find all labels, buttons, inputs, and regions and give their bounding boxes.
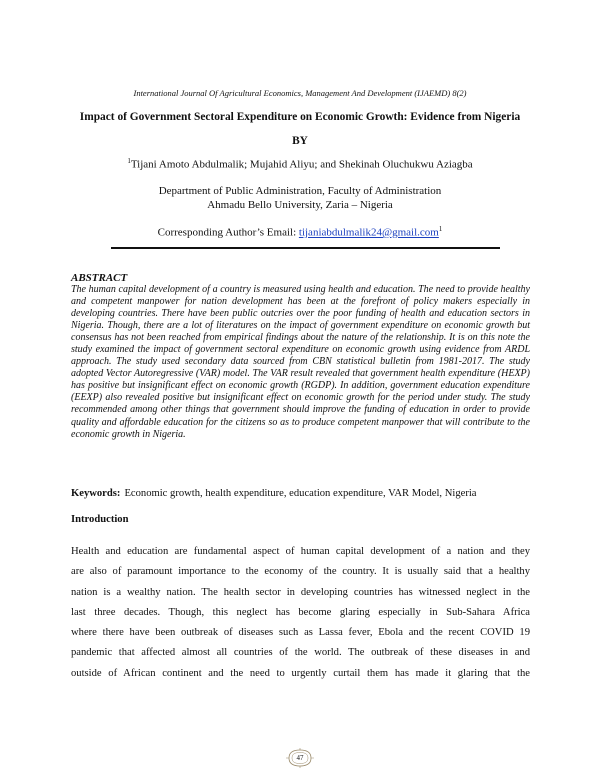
abstract-heading: ABSTRACT xyxy=(71,272,128,284)
keywords-label: Keywords: xyxy=(71,488,121,499)
by-line: BY xyxy=(292,135,308,147)
email-superscript: 1 xyxy=(438,225,443,233)
author-names: Tijani Amoto Abdulmalik; Mujahid Aliyu; and Shekinah Oluchukwu Aziagba xyxy=(130,158,473,171)
email-label: Corresponding Author’s Email: xyxy=(157,226,299,239)
author-list xyxy=(0,157,600,171)
introduction-text xyxy=(71,542,530,684)
affiliation-department: Department of Public Administration, Faculty of Administration xyxy=(158,185,442,197)
page-number: 47 xyxy=(296,754,304,762)
header-divider xyxy=(111,247,500,249)
affiliation-university: Ahmadu Bello University, Zaria – Nigeria xyxy=(207,199,393,211)
author-superscript: 1 xyxy=(127,157,131,165)
keywords xyxy=(71,488,477,499)
introduction-line: nation is a wealthy nation. The health sector in developing countries has witnessed neglect in the xyxy=(71,586,530,598)
introduction-line: pandemic that affected almost all countries of the world. The outbreak of these diseases in and xyxy=(71,647,530,659)
corresponding-author xyxy=(0,225,600,239)
introduction-heading: Introduction xyxy=(71,514,129,525)
affiliation xyxy=(0,184,600,212)
introduction-line: are also of paramount importance to the economy of the country. It is usually said that a healthy xyxy=(71,566,530,578)
introduction-line: where there have been outbreak of diseases such as Lassa fever, Ebola and the recent COVID 19 xyxy=(71,627,530,639)
paper-title: Impact of Government Sectoral Expenditure on Economic Growth: Evidence from Nigeria xyxy=(79,111,521,123)
email-link[interactable]: tijaniabdulmalik24@gmail.com xyxy=(298,226,439,239)
introduction-line: outside of African continent and the need to urgently curtail them has made it glaring that the xyxy=(71,667,530,679)
journal-header: International Journal Of Agricultural Economics, Management And Development (IJAEMD) 8(2) xyxy=(133,88,467,98)
abstract-text: The human capital development of a country is measured using health and education. The need to provide healthy and competent manpower for nation development has been at the forefront of policy makers especially in developing countries. There have been public outcries over the poor funding of health and education sectors in Nigeria. Though, there are a lot of literatures on the impact of government expenditure on economic growth but consensus has not been reached from empirical findings about the nature of the relationship. It is on this note the study examined the impact of government sectoral expenditure on economic growth using evidence from ARDL approach. The study used secondary data sourced from CBN statistical bulletin from 1981-2017. The study adopted Vector Autoregressive (VAR) model. The VAR result revealed that government health expenditure (HEXP) has positive but insignificant effect on economic growth (RGDP). In addition, government education expenditure (EEXP) also revealed positive but insignificant effect on economic growth for the period under study. The study recommended among other things that government should improve the funding of education in order to provide quality and affordable education for the citizens so as to produce competent manpower that will contribute to the economic growth in Nigeria. xyxy=(71,283,530,440)
keywords-text: Economic growth, health expenditure, education expenditure, VAR Model, Nigeria xyxy=(124,488,477,499)
introduction-line: last three decades. Though, this neglect has become glaring especially in Sub-Sahara Africa xyxy=(71,606,530,618)
introduction-line: Health and education are fundamental aspect of human capital development of a nation and they xyxy=(71,546,530,557)
